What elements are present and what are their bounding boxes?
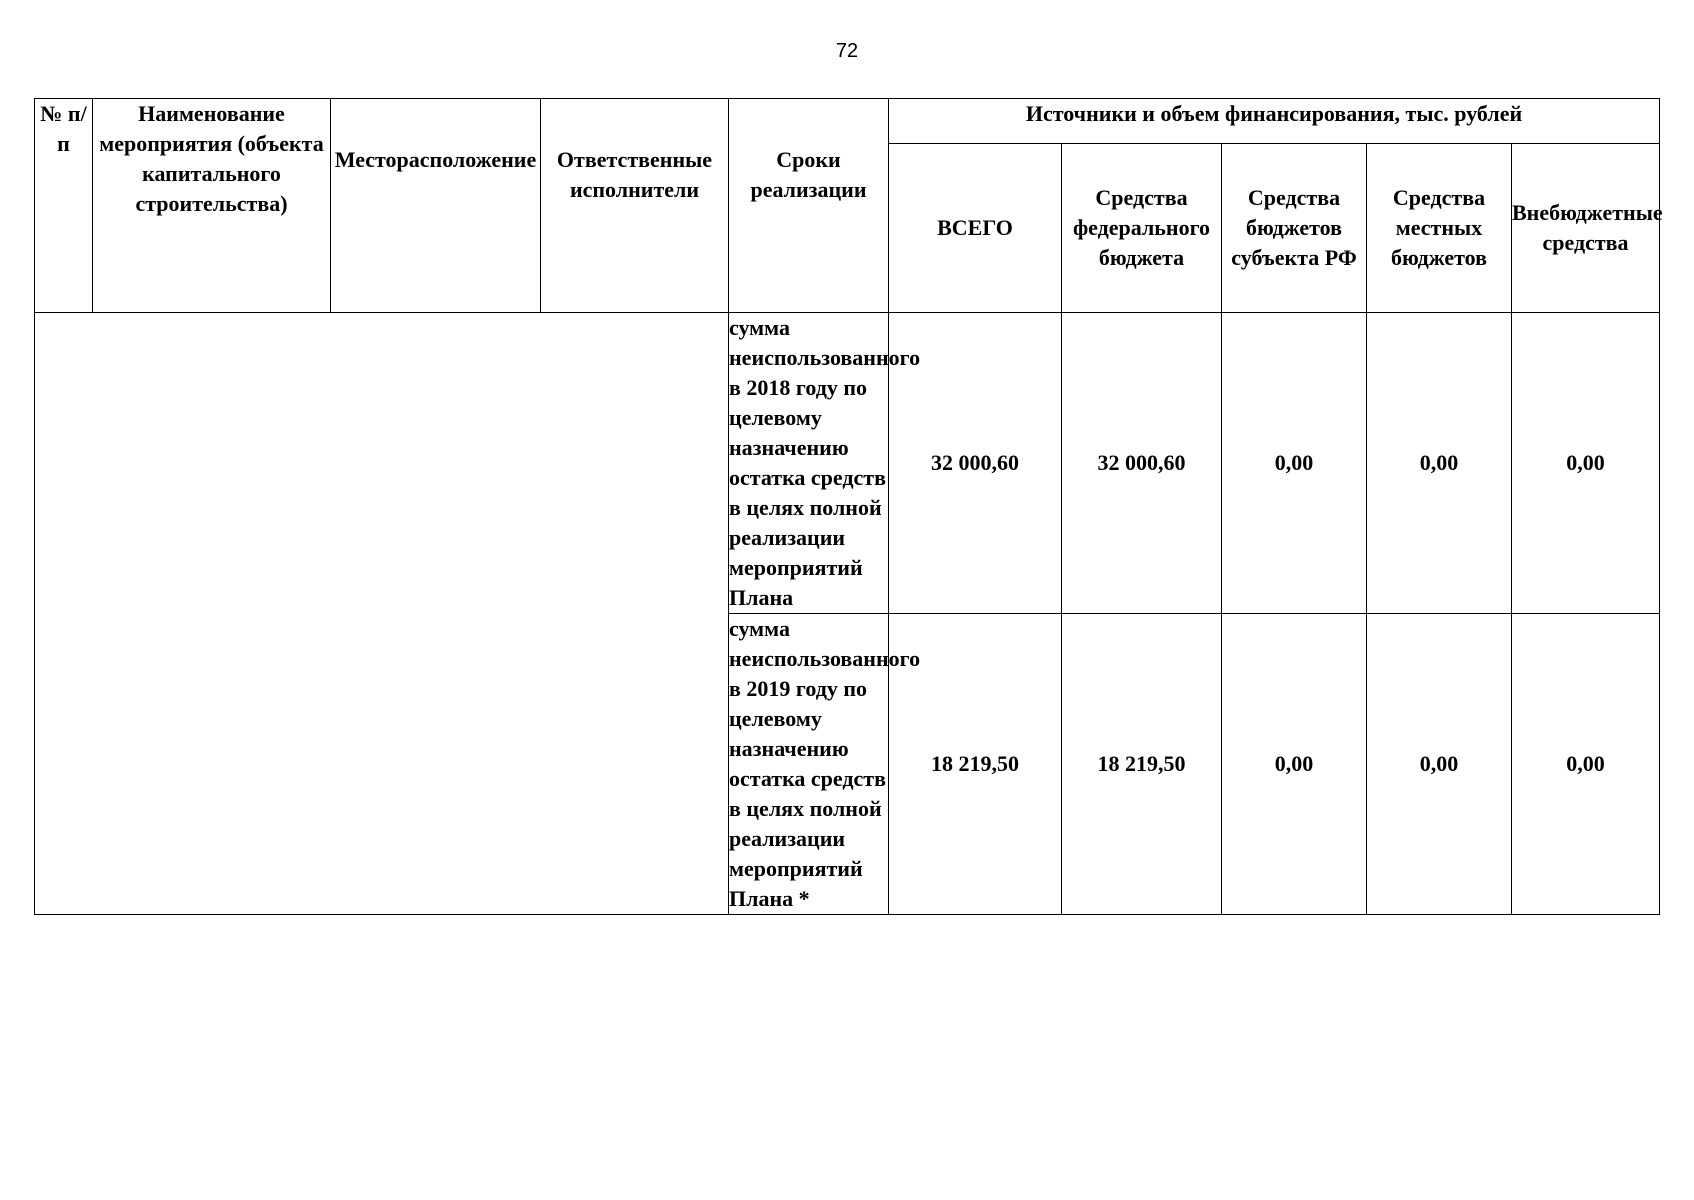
- col-header-location: Месторасположение: [331, 99, 541, 313]
- col-header-funding: Источники и объем финансирования, тыс. рублей: [889, 99, 1660, 144]
- extra-cell: 0,00: [1512, 614, 1660, 915]
- total-cell: 32 000,60: [889, 313, 1062, 614]
- col-header-name: Наименование мероприятия (объекта капитального строительства): [93, 99, 331, 313]
- financing-table: [34, 98, 1663, 915]
- extra-cell: 0,00: [1512, 313, 1660, 614]
- empty-merged-cell: [35, 313, 729, 915]
- period-cell: сумма неиспользованного в 2019 году по целевому назначению остатка средств в целях полной реализации мероприятий Плана *: [729, 614, 889, 915]
- local-cell: 0,00: [1367, 313, 1512, 614]
- col-header-regional: Средства бюджетов субъекта РФ: [1222, 144, 1367, 313]
- total-cell: 18 219,50: [889, 614, 1062, 915]
- col-header-period: Сроки реализации: [729, 99, 889, 313]
- federal-cell: 32 000,60: [1062, 313, 1222, 614]
- col-header-federal: Средства федерального бюджета: [1062, 144, 1222, 313]
- federal-cell: 18 219,50: [1062, 614, 1222, 915]
- regional-cell: 0,00: [1222, 313, 1367, 614]
- period-cell: сумма неиспользованного в 2018 году по целевому назначению остатка средств в целях полной реализации мероприятий Плана: [729, 313, 889, 614]
- table-row: [35, 313, 1660, 614]
- regional-cell: 0,00: [1222, 614, 1367, 915]
- col-header-responsible: Ответственные исполнители: [541, 99, 729, 313]
- col-header-number: № п/п: [35, 99, 93, 313]
- local-cell: 0,00: [1367, 614, 1512, 915]
- col-header-total: ВСЕГО: [889, 144, 1062, 313]
- page-number: 72: [835, 40, 859, 62]
- col-header-local: Средства местных бюджетов: [1367, 144, 1512, 313]
- col-header-extra: Внебюджетные средства: [1512, 144, 1660, 313]
- header-row: [35, 99, 1660, 144]
